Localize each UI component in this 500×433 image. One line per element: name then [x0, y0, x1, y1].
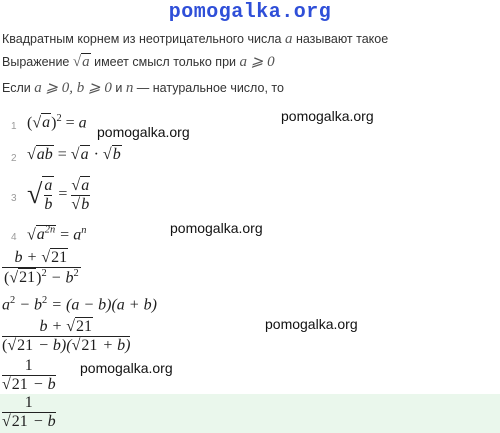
watermark-text: pomogalka.org [281, 108, 374, 124]
numerator-text: 1 [24, 394, 33, 411]
answer: $\frac{1}{√21 - b}$ [2, 394, 56, 430]
radicand: 21 [17, 337, 34, 354]
property-4-formula: $√a^{2n} = a^n$ [27, 225, 87, 244]
radicand: 21 [81, 337, 98, 354]
watermark-text: pomogalka.org [170, 220, 263, 236]
property-1-formula: $(√a)^2 = a$ [27, 113, 87, 132]
definition-line-2: Выражение √a имеет смысл только при a ⩾ 0 [2, 54, 275, 70]
answer-highlight [0, 394, 500, 433]
watermark-text: pomogalka.org [80, 360, 173, 376]
radicand: 21 [51, 249, 68, 266]
definition-line-3 [2, 78, 284, 97]
identity-right: = (a − b)(a + b) [47, 296, 157, 314]
radicand: 21 [19, 269, 36, 287]
identity-left: a [2, 296, 10, 314]
condition: a ⩾ 0 [239, 54, 275, 70]
property-number: 2 [11, 153, 17, 164]
definition-text-mid: имеет смысл только при [94, 55, 237, 69]
definition-text: Выражение [2, 55, 70, 69]
definition-text-end: называют такое [295, 32, 389, 46]
radicand: 21 [76, 318, 93, 335]
variable-a: a [284, 31, 293, 47]
variable-n: n [125, 80, 134, 96]
denominator-part: + b) [98, 337, 131, 354]
definition-line-1 [2, 31, 388, 48]
identity-mid: − b [15, 296, 42, 314]
numerator-text: b + [39, 318, 67, 335]
denominator-part: ( [2, 337, 8, 354]
watermark-text: pomogalka.org [97, 124, 190, 140]
difference-of-squares: $a^2 - b^2 = (a - b)(a + b)$ [2, 295, 157, 314]
property-number: 4 [11, 232, 17, 243]
solution-step-2: $\frac{b + √21}{(√21 - b)(√21 + b)}$ [2, 318, 131, 354]
site-title[interactable]: pomogalka.org [168, 1, 332, 24]
radicand-a: a [82, 54, 90, 70]
denominator-tail: − b [46, 269, 74, 287]
numerator-text: 1 [24, 357, 33, 374]
property-2-formula: √ab = √a · √b [27, 146, 121, 163]
denominator-part: − b)( [34, 337, 72, 354]
definition-text: Если [2, 81, 31, 95]
denominator-tail: − b [28, 413, 56, 430]
denominator-tail: − b [28, 376, 56, 393]
numerator-text: b + [14, 249, 42, 266]
property-number: 3 [11, 193, 17, 204]
solution-step-3: $\frac{1}{√21 - b}$ [2, 357, 56, 393]
radicand: 21 [11, 376, 28, 393]
condition: a ⩾ 0, b ⩾ 0 [34, 80, 112, 96]
definition-text-end: — натуральное число, то [136, 81, 284, 95]
watermark-text: pomogalka.org [265, 316, 358, 332]
radicand: 21 [11, 413, 28, 430]
solution-step-1: $\frac{b + √21}{(√21)^2 - b^2}$ [4, 249, 79, 287]
property-3-formula: √ $\frac{a}{b}$ = $\frac{√a}{√b}$ [27, 176, 90, 213]
definition-text: Квадратным корнем из неотрицательного числа [2, 32, 282, 46]
definition-text-and: и [115, 81, 123, 95]
property-number: 1 [11, 121, 17, 132]
